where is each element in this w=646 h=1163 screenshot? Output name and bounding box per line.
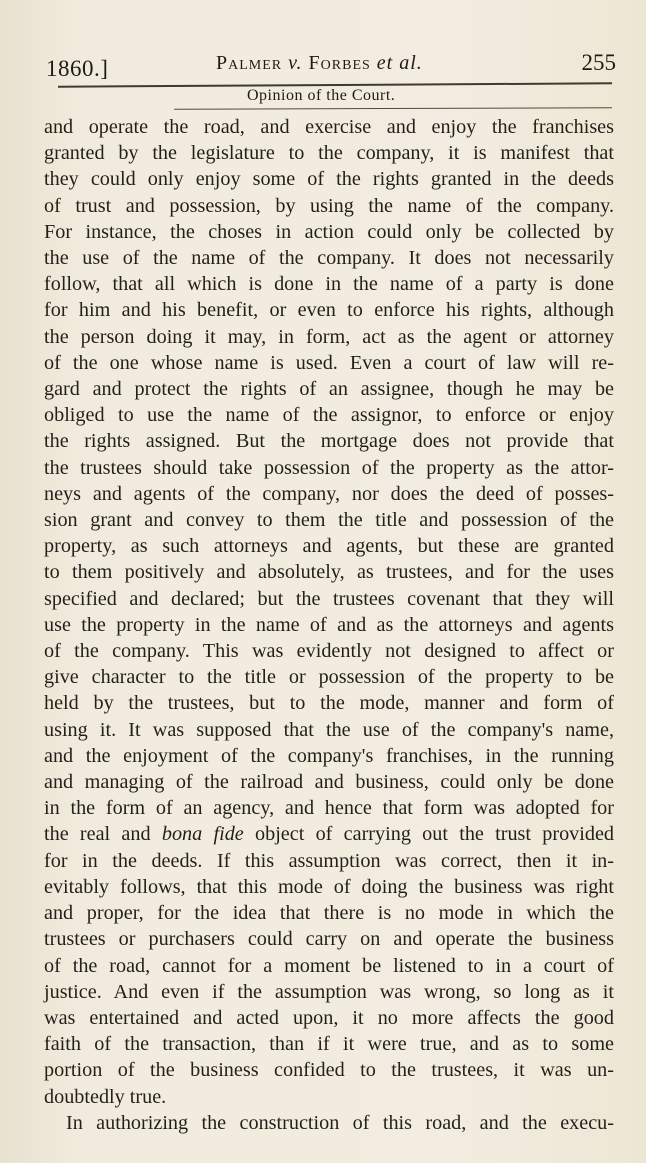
case-etal: et al.	[376, 52, 423, 74]
opinion-text	[44, 114, 614, 1136]
text-line: For instance, the choses in action could only be collected by	[44, 220, 614, 243]
next-paragraph-line: In authorizing the construction of this road, and the execu-	[66, 1111, 614, 1134]
text-line: neys and agents of the company, nor does the deed of posses-	[44, 482, 614, 505]
paragraph-end-line: doubtedly true.	[44, 1085, 167, 1108]
text-line: in the form of an agency, and hence that form was adopted for	[44, 797, 614, 820]
text-line: and operate the road, and exercise and enjoy the franchises	[44, 116, 614, 138]
text-line: and the enjoyment of the company's franchises, in the running	[44, 744, 614, 767]
bona-fide-after: object of carrying out the trust provided	[255, 823, 615, 846]
text-line: and managing of the railroad and business, could only be done	[44, 771, 614, 794]
text-line: for him and his benefit, or even to enforce his rights, although	[44, 299, 614, 322]
case-versus: v.	[288, 52, 303, 74]
bona-fide-italic: bona fide	[161, 823, 244, 846]
text-line: trustees or purchasers could carry on and operate the business	[44, 928, 614, 951]
text-line: the person doing it may, in form, act as the agent or attorney	[44, 325, 614, 348]
text-line: the trustees should take possession of the property as the attor-	[44, 456, 614, 479]
text-line: held by the trustees, but to the mode, manner and form of	[44, 692, 614, 715]
text-line: for in the deeds. If this assumption was correct, then it in-	[44, 849, 614, 872]
text-line: obliged to use the name of the assignor, to enforce or enjoy	[44, 404, 614, 427]
text-line: of the one whose name is used. Even a court of law will re-	[44, 351, 614, 374]
page-header	[46, 46, 616, 81]
text-line: portion of the business confided to the trustees, it was un-	[44, 1059, 614, 1082]
text-line: granted by the legislature to the company, it is manifest that	[44, 142, 614, 165]
text-line: use the property in the name of and as the attorneys and agents	[44, 613, 614, 636]
text-line: and proper, for the idea that there is no mode in which the	[44, 902, 614, 925]
text-line: gard and protect the rights of an assignee, though he may be	[44, 378, 614, 401]
text-line: sion grant and convey to them the title and possession of the	[44, 509, 614, 532]
text-line: justice. And even if the assumption was wrong, so long as it	[44, 980, 614, 1003]
text-line: evitably follows, that this mode of doing the business was right	[44, 875, 614, 898]
text-line: faith of the transaction, than if it were true, and as to some	[44, 1033, 614, 1056]
header-year: 1860.]	[46, 56, 109, 81]
text-line: property, as such attorneys and agents, but these are granted	[44, 535, 614, 558]
case-defendant: Forbes	[308, 52, 371, 74]
text-line: the rights assigned. But the mortgage does not provide that	[44, 430, 614, 453]
case-plaintiff: Palmer	[216, 52, 283, 74]
text-line: to them positively and absolutely, as trustees, and for the uses	[44, 561, 614, 584]
text-line: of trust and possession, by using the name of the company.	[44, 194, 614, 217]
text-line: was entertained and acted upon, it no more affects the good	[44, 1006, 614, 1029]
text-line: of the road, cannot for a moment be listened to in a court of	[44, 954, 614, 977]
text-line: the use of the name of the company. It does not necessarily	[44, 247, 614, 270]
text-line: follow, that all which is done in the name of a party is done	[44, 273, 614, 296]
case-title	[216, 52, 423, 75]
text-line-bona-fide	[44, 821, 614, 847]
running-head-rule	[174, 107, 612, 110]
bona-fide-before: the real and	[44, 823, 151, 846]
page-number: 255	[581, 50, 616, 75]
text-line: using it. It was supposed that the use of the company's name,	[44, 718, 614, 741]
text-line: of the company. This was evidently not designed to affect or	[44, 640, 614, 663]
text-line: specified and declared; but the trustees covenant that they will	[44, 587, 614, 610]
text-line: give character to the title or possession of the property to be	[44, 666, 614, 689]
running-head: Opinion of the Court.	[247, 87, 396, 104]
text-line: they could only enjoy some of the rights granted in the deeds	[44, 168, 614, 191]
